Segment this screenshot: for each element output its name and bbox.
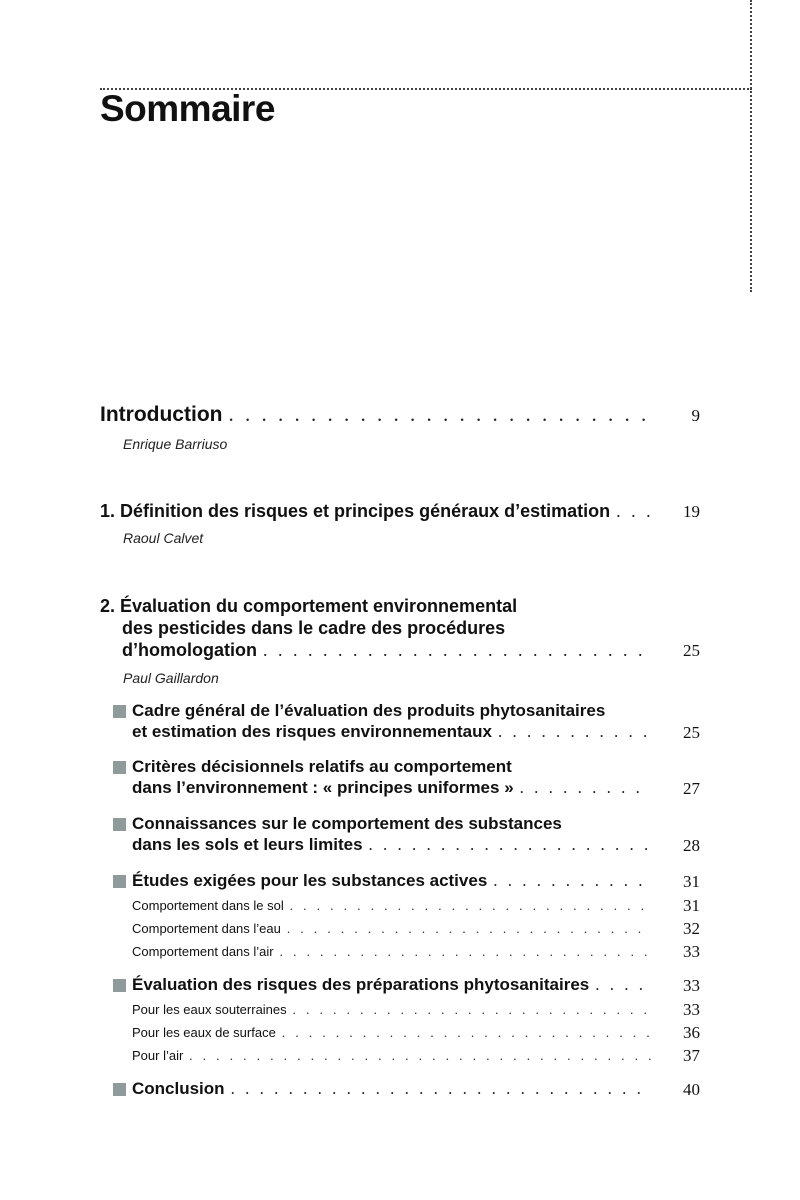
toc-page-number: 31: [683, 896, 700, 915]
toc-author: Enrique Barriuso: [123, 436, 228, 452]
toc-page-number: 25: [683, 723, 700, 742]
toc-subitem-air[interactable]: [132, 944, 652, 960]
dot-leader: [183, 1048, 652, 1064]
toc-section-2-line-1[interactable]: Critères décisionnels relatifs au comportement: [132, 757, 512, 776]
section-bullet-icon: [113, 818, 126, 831]
section-bullet-icon: [113, 979, 126, 992]
toc-section-1-line-1[interactable]: Cadre général de l’évaluation des produits phytosanitaires: [132, 701, 606, 720]
toc-section-5[interactable]: [132, 975, 650, 995]
dot-leader: [274, 944, 652, 960]
toc-subitem-air-risk[interactable]: [132, 1048, 652, 1064]
toc-author: Paul Gaillardon: [123, 670, 219, 686]
toc-page-number: 27: [683, 779, 700, 798]
toc-entry-label: Comportement dans l’air: [132, 944, 274, 959]
toc-entry-label: et estimation des risques environnementaux: [132, 722, 492, 741]
dot-leader: [284, 898, 652, 914]
dot-leader: [281, 921, 652, 937]
dot-leader: [222, 402, 650, 427]
toc-page-number: 32: [683, 919, 700, 938]
toc-entry-label: Pour l’air: [132, 1048, 184, 1063]
dot-leader: [287, 1002, 652, 1018]
toc-entry-chapter-1[interactable]: [100, 501, 650, 522]
toc-entry-label: Comportement dans l’eau: [132, 921, 281, 936]
dot-leader: [492, 722, 650, 742]
toc-entry-chapter-2-line-2[interactable]: des pesticides dans le cadre des procédures: [122, 618, 506, 638]
dot-leader: [257, 640, 650, 661]
toc-page-number: 33: [683, 942, 700, 961]
toc-page-number: 33: [683, 976, 700, 995]
toc-page-number: 33: [683, 1000, 700, 1019]
dot-leader: [363, 835, 650, 855]
toc-entry-label: Pour les eaux souterraines: [132, 1002, 287, 1017]
toc-page-number: 31: [683, 872, 700, 891]
side-dotted-rule: [750, 0, 752, 292]
toc-entry-label: Évaluation des risques des préparations phytosanitaires: [132, 975, 590, 994]
toc-section-2[interactable]: [132, 778, 650, 798]
section-bullet-icon: [113, 705, 126, 718]
toc-section-3[interactable]: [132, 835, 650, 855]
toc-entry-label: Conclusion: [132, 1079, 225, 1098]
toc-page-number: 19: [683, 502, 700, 521]
toc-page-number: 36: [683, 1023, 700, 1042]
toc-subitem-groundwater[interactable]: [132, 1002, 652, 1018]
page-title: Sommaire: [100, 88, 275, 129]
toc-subitem-surface-water[interactable]: [132, 1025, 652, 1041]
toc-page-number: 37: [683, 1046, 700, 1065]
toc-section-1[interactable]: [132, 722, 650, 742]
toc-subitem-soil[interactable]: [132, 898, 652, 914]
dot-leader: [589, 975, 650, 995]
toc-section-3-line-1[interactable]: Connaissances sur le comportement des substances: [132, 814, 562, 833]
toc-section-4[interactable]: [132, 871, 650, 891]
dot-leader: [514, 778, 650, 798]
dot-leader: [610, 501, 650, 522]
section-bullet-icon: [113, 875, 126, 888]
toc-entry-label: Pour les eaux de surface: [132, 1025, 276, 1040]
toc-page-number: 40: [683, 1080, 700, 1099]
toc-entry-label: Études exigées pour les substances actives: [132, 871, 488, 890]
toc-entry-chapter-2[interactable]: [122, 640, 650, 661]
toc-author: Raoul Calvet: [123, 530, 204, 546]
dot-leader: [276, 1025, 652, 1041]
toc-entry-label: d’homologation: [122, 640, 257, 660]
section-bullet-icon: [113, 1083, 126, 1096]
toc-page-number: 25: [683, 641, 700, 660]
toc-entry-label: dans l’environnement : « principes uniformes »: [132, 778, 514, 797]
toc-entry-chapter-2-line-1[interactable]: 2. Évaluation du comportement environnemental: [100, 596, 518, 616]
toc-entry-label: 1. Définition des risques et principes généraux d’estimation: [100, 501, 611, 521]
toc-page-number: 9: [691, 406, 700, 425]
toc-entry-label: dans les sols et leurs limites: [132, 835, 363, 854]
toc-entry-label: Comportement dans le sol: [132, 898, 284, 913]
toc-subitem-water[interactable]: [132, 921, 652, 937]
toc-page-number: 28: [683, 836, 700, 855]
toc-entry-label: Introduction: [100, 403, 223, 426]
dot-leader: [225, 1079, 650, 1099]
toc-section-conclusion[interactable]: [132, 1079, 650, 1099]
section-bullet-icon: [113, 761, 126, 774]
dot-leader: [487, 871, 650, 891]
toc-entry-introduction[interactable]: [100, 402, 650, 427]
